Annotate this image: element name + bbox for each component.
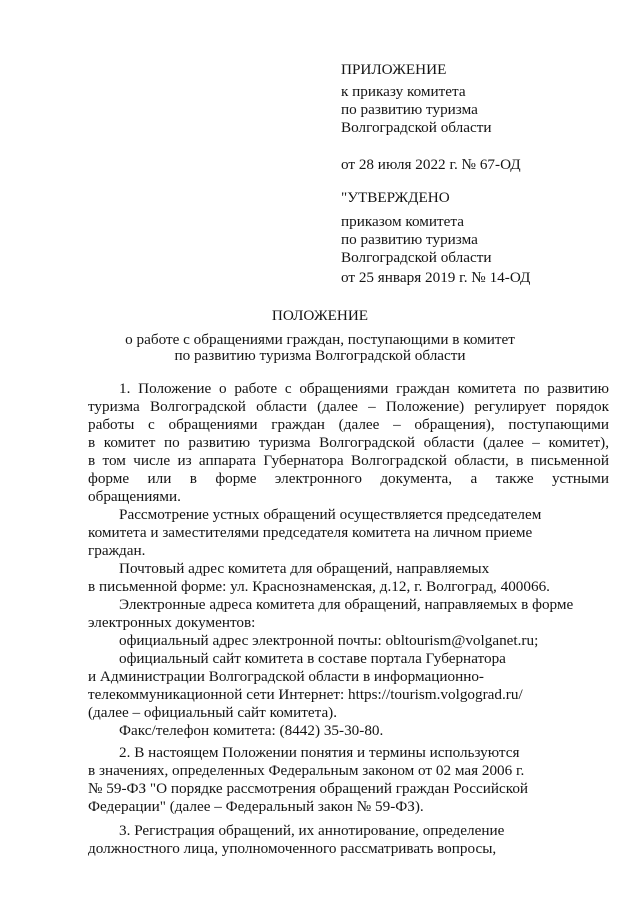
appendix-line: Волгоградской области: [341, 119, 492, 136]
document-title: ПОЛОЖЕНИЕ: [271, 307, 369, 324]
approved-title: "УТВЕРЖДЕНО: [341, 189, 450, 206]
appendix-date: от 28 июля 2022 г. № 67-ОД: [341, 156, 521, 173]
paragraph-line: Рассмотрение устных обращений осуществляется председателем: [119, 506, 542, 523]
approved-line: по развитию туризма: [341, 231, 478, 248]
paragraph-line: электронных документов:: [88, 614, 256, 631]
paragraph-line: работы с обращениями граждан (далее – обращения), поступающими: [88, 416, 609, 433]
website-line: телекоммуникационной сети Интернет: https://tourism.volgograd.ru/: [88, 686, 523, 703]
paragraph-line: должностного лица, уполномоченного рассматривать вопросы,: [88, 840, 497, 857]
appendix-line: по развитию туризма: [341, 101, 478, 118]
paragraph-line: официальный сайт комитета в составе портала Губернатора: [119, 650, 506, 667]
document-subtitle: о работе с обращениями граждан, поступающими в комитет: [125, 331, 515, 348]
paragraph-line: и Администрации Волгоградской области в информационно-: [88, 668, 484, 685]
paragraph-line: граждан.: [88, 542, 146, 559]
appendix-line: к приказу комитета: [341, 83, 466, 100]
paragraph-line: 2. В настоящем Положении понятия и термины используются: [119, 744, 520, 761]
paragraph-line: в письменной форме: ул. Краснознаменская, д.12, г. Волгоград, 400066.: [88, 578, 550, 595]
email-line: официальный адрес электронной почты: obltourism@volganet.ru;: [119, 632, 539, 649]
paragraph-line: в том числе из аппарата Губернатора Волгоградской области, в письменной: [88, 452, 609, 469]
paragraph-line: в комитет по развитию туризма Волгоградской области (далее – комитет),: [88, 434, 609, 451]
paragraph-line: в значениях, определенных Федеральным законом от 02 мая 2006 г.: [88, 762, 525, 779]
approved-line: приказом комитета: [341, 213, 464, 230]
document-subtitle: по развитию туризма Волгоградской области: [174, 347, 466, 364]
approved-date: от 25 января 2019 г. № 14-ОД: [341, 269, 531, 286]
paragraph-line: 1. Положение о работе с обращениями граждан комитета по развитию: [119, 380, 609, 397]
paragraph-line: Федерации" (далее – Федеральный закон № 59-ФЗ).: [88, 798, 424, 815]
phone-line: Факс/телефон комитета: (8442) 35-30-80.: [119, 722, 384, 739]
paragraph-line: (далее – официальный сайт комитета).: [88, 704, 338, 721]
appendix-title: ПРИЛОЖЕНИЕ: [341, 61, 447, 78]
paragraph-line: Электронные адреса комитета для обращений, направляемых в форме: [119, 596, 574, 613]
paragraph-line: 3. Регистрация обращений, их аннотирование, определение: [119, 822, 505, 839]
approved-line: Волгоградской области: [341, 249, 492, 266]
paragraph-line: комитета и заместителями председателя комитета на личном приеме: [88, 524, 533, 541]
paragraph-line: № 59-ФЗ "О порядке рассмотрения обращений граждан Российской: [88, 780, 529, 797]
paragraph-line: обращениями.: [88, 488, 181, 505]
paragraph-line: туризма Волгоградской области (далее – Положение) регулирует порядок: [88, 398, 609, 415]
paragraph-line: Почтовый адрес комитета для обращений, направляемых: [119, 560, 490, 577]
paragraph-line: форме или в форме электронного документа, а также устными: [88, 470, 609, 487]
